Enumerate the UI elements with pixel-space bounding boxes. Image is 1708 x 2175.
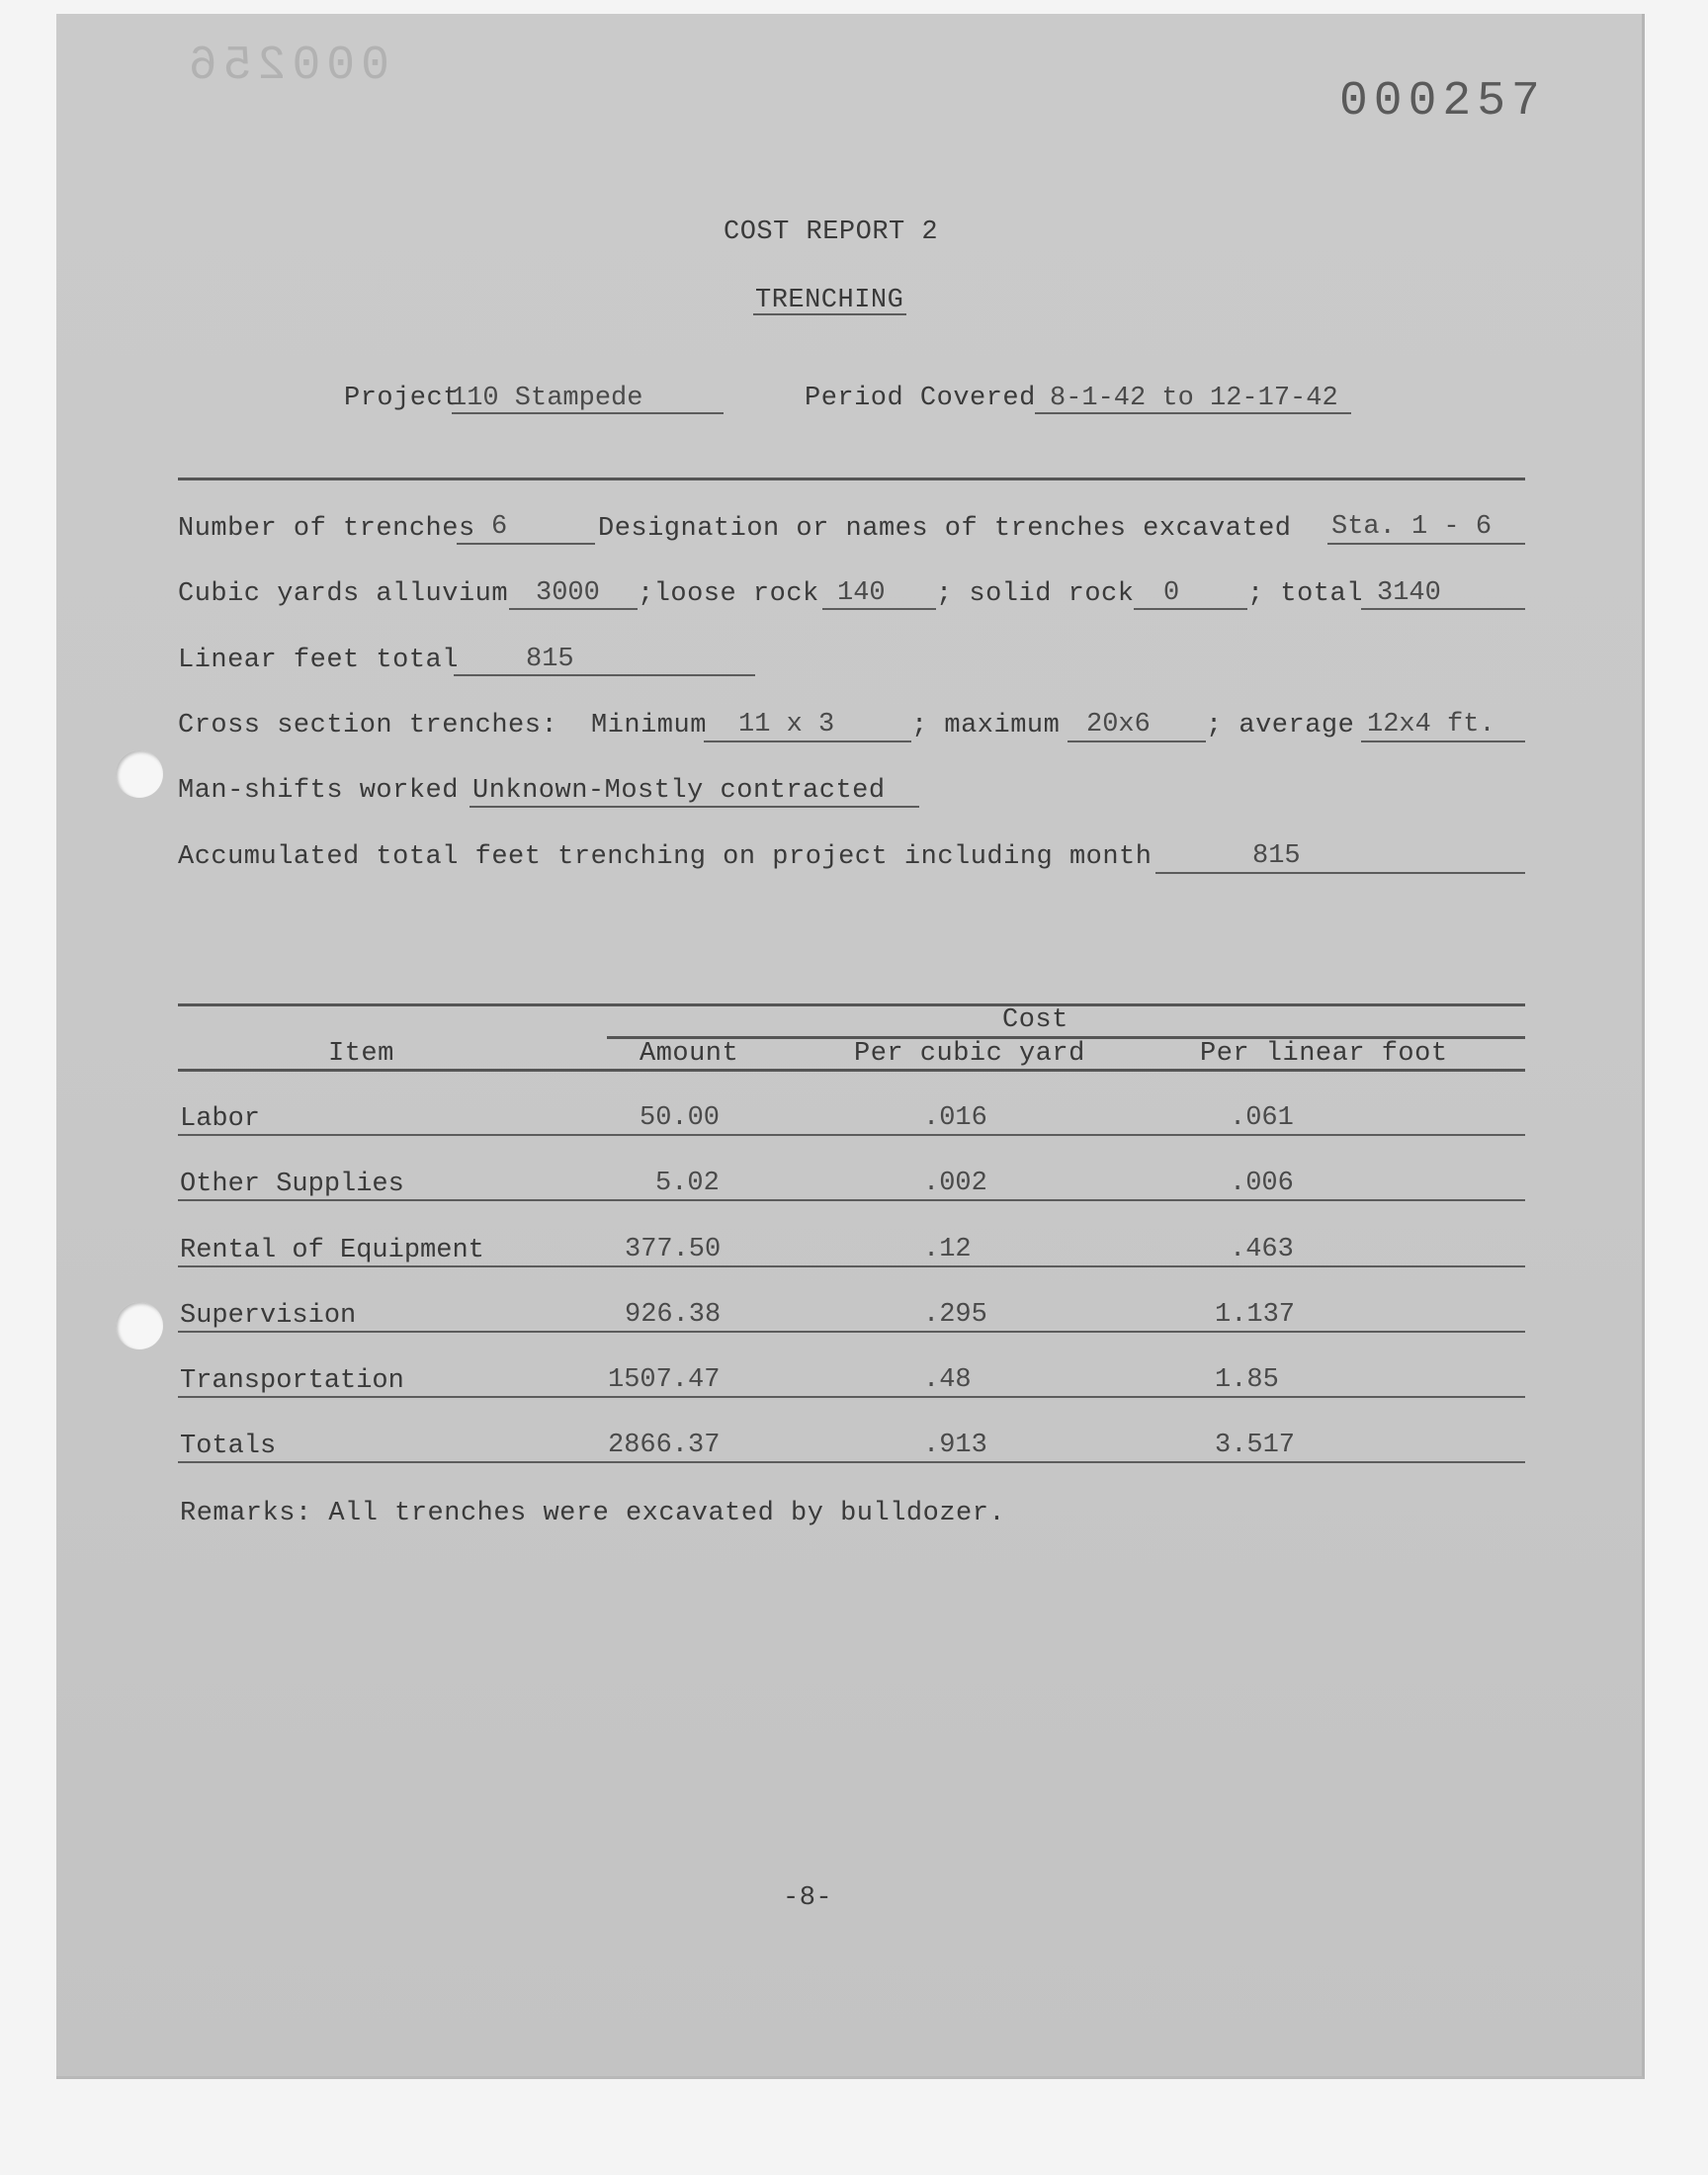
accumulated-label: Accumulated total feet trenching on project including month <box>178 842 1153 872</box>
designation-label: Designation or names of trenches excavated <box>598 514 1292 544</box>
table-row-amount: 2866.37 <box>608 1431 721 1460</box>
total-underline <box>1361 608 1525 610</box>
table-top-rule <box>178 1003 1525 1006</box>
page-number: -8- <box>783 1883 833 1913</box>
maximum-label: ; maximum <box>911 711 1061 740</box>
cross-section-label: Cross section trenches: <box>178 711 558 740</box>
maximum-value: 20x6 <box>1086 710 1151 740</box>
period-value: 8-1-42 to 12-17-42 <box>1050 384 1338 413</box>
linear-feet-underline <box>454 674 755 676</box>
table-row-per-cubic-yard: .913 <box>923 1431 987 1460</box>
minimum-underline <box>704 740 911 742</box>
table-row-item: Labor <box>180 1104 261 1134</box>
man-shifts-label: Man-shifts worked <box>178 776 459 806</box>
cost-header: Cost <box>1002 1005 1068 1035</box>
top-divider <box>178 478 1525 480</box>
header-bottom-rule <box>178 1069 1525 1072</box>
solid-rock-underline <box>1134 608 1247 610</box>
num-trenches-underline <box>457 543 595 545</box>
table-row-rule <box>178 1331 1525 1333</box>
header-amount: Amount <box>640 1039 739 1069</box>
project-underline <box>452 412 724 414</box>
table-row-rule <box>178 1199 1525 1201</box>
report-title: COST REPORT 2 <box>724 218 939 247</box>
solid-rock-label: ; solid rock <box>936 579 1135 609</box>
document-number: 000257 <box>1339 75 1546 129</box>
table-row-per-linear-foot: 3.517 <box>1215 1431 1296 1460</box>
num-trenches-value: 6 <box>491 512 508 542</box>
table-row-item: Other Supplies <box>180 1170 404 1199</box>
period-underline <box>1035 412 1351 414</box>
loose-rock-underline <box>822 608 936 610</box>
ghost-number: 000256 <box>183 40 389 93</box>
table-row-item: Transportation <box>180 1366 404 1396</box>
table-row-item: Supervision <box>180 1301 357 1331</box>
punch-hole-bottom <box>116 1302 163 1349</box>
table-row-per-linear-foot: .006 <box>1230 1169 1294 1198</box>
table-row-amount: 926.38 <box>625 1300 722 1330</box>
num-trenches-label: Number of trenches <box>178 514 475 544</box>
minimum-value: 11 x 3 <box>738 710 835 740</box>
table-row-per-cubic-yard: .002 <box>923 1169 987 1198</box>
linear-feet-value: 815 <box>526 645 574 674</box>
average-value: 12x4 ft. <box>1367 710 1495 740</box>
header-per-cubic-yard: Per cubic yard <box>854 1039 1085 1069</box>
alluvium-underline <box>509 608 638 610</box>
table-row-amount: 5.02 <box>655 1169 720 1198</box>
table-row-per-cubic-yard: .016 <box>923 1103 987 1133</box>
header-item: Item <box>328 1039 394 1069</box>
period-label: Period Covered <box>805 384 1036 413</box>
linear-feet-label: Linear feet total <box>178 646 459 675</box>
table-row-per-linear-foot: 1.85 <box>1215 1365 1279 1395</box>
man-shifts-underline <box>470 806 919 808</box>
table-row-per-cubic-yard: .48 <box>923 1365 972 1395</box>
average-underline <box>1361 740 1525 742</box>
table-row-per-linear-foot: .061 <box>1230 1103 1294 1133</box>
project-value: 110 Stampede <box>451 384 643 413</box>
table-row-per-cubic-yard: .12 <box>923 1235 972 1264</box>
table-row-rule <box>178 1461 1525 1463</box>
remarks: Remarks: All trenches were excavated by bulldozer. <box>180 1499 1006 1528</box>
subtitle-underline <box>753 313 906 315</box>
table-row-per-linear-foot: 1.137 <box>1215 1300 1296 1330</box>
accumulated-underline <box>1155 872 1525 874</box>
solid-rock-value: 0 <box>1163 578 1180 608</box>
minimum-label: Minimum <box>591 711 707 740</box>
table-row-rule <box>178 1396 1525 1398</box>
average-label: ; average <box>1206 711 1355 740</box>
designation-value: Sta. 1 - 6 <box>1331 512 1493 542</box>
punch-hole-top <box>116 750 163 798</box>
man-shifts-value: Unknown-Mostly contracted <box>472 776 886 806</box>
cubic-yards-label: Cubic yards alluvium <box>178 579 509 609</box>
table-row-amount: 1507.47 <box>608 1365 721 1395</box>
document-page <box>56 14 1645 2079</box>
total-label: ; total <box>1247 579 1363 609</box>
table-row-item: Rental of Equipment <box>180 1236 484 1265</box>
loose-rock-value: 140 <box>837 578 886 608</box>
loose-rock-label: ;loose rock <box>638 579 819 609</box>
total-value: 3140 <box>1377 578 1441 608</box>
report-subtitle: TRENCHING <box>755 286 904 315</box>
table-row-rule <box>178 1265 1525 1267</box>
header-per-linear-foot: Per linear foot <box>1200 1039 1448 1069</box>
table-row-per-linear-foot: .463 <box>1230 1235 1294 1264</box>
table-row-rule <box>178 1134 1525 1136</box>
designation-underline <box>1327 543 1525 545</box>
project-label: Project <box>344 384 460 413</box>
maximum-underline <box>1068 740 1206 742</box>
table-row-item: Totals <box>180 1432 277 1461</box>
table-row-per-cubic-yard: .295 <box>923 1300 987 1330</box>
table-row-amount: 50.00 <box>640 1103 721 1133</box>
alluvium-value: 3000 <box>536 578 600 608</box>
table-row-amount: 377.50 <box>625 1235 722 1264</box>
accumulated-value: 815 <box>1252 841 1301 871</box>
